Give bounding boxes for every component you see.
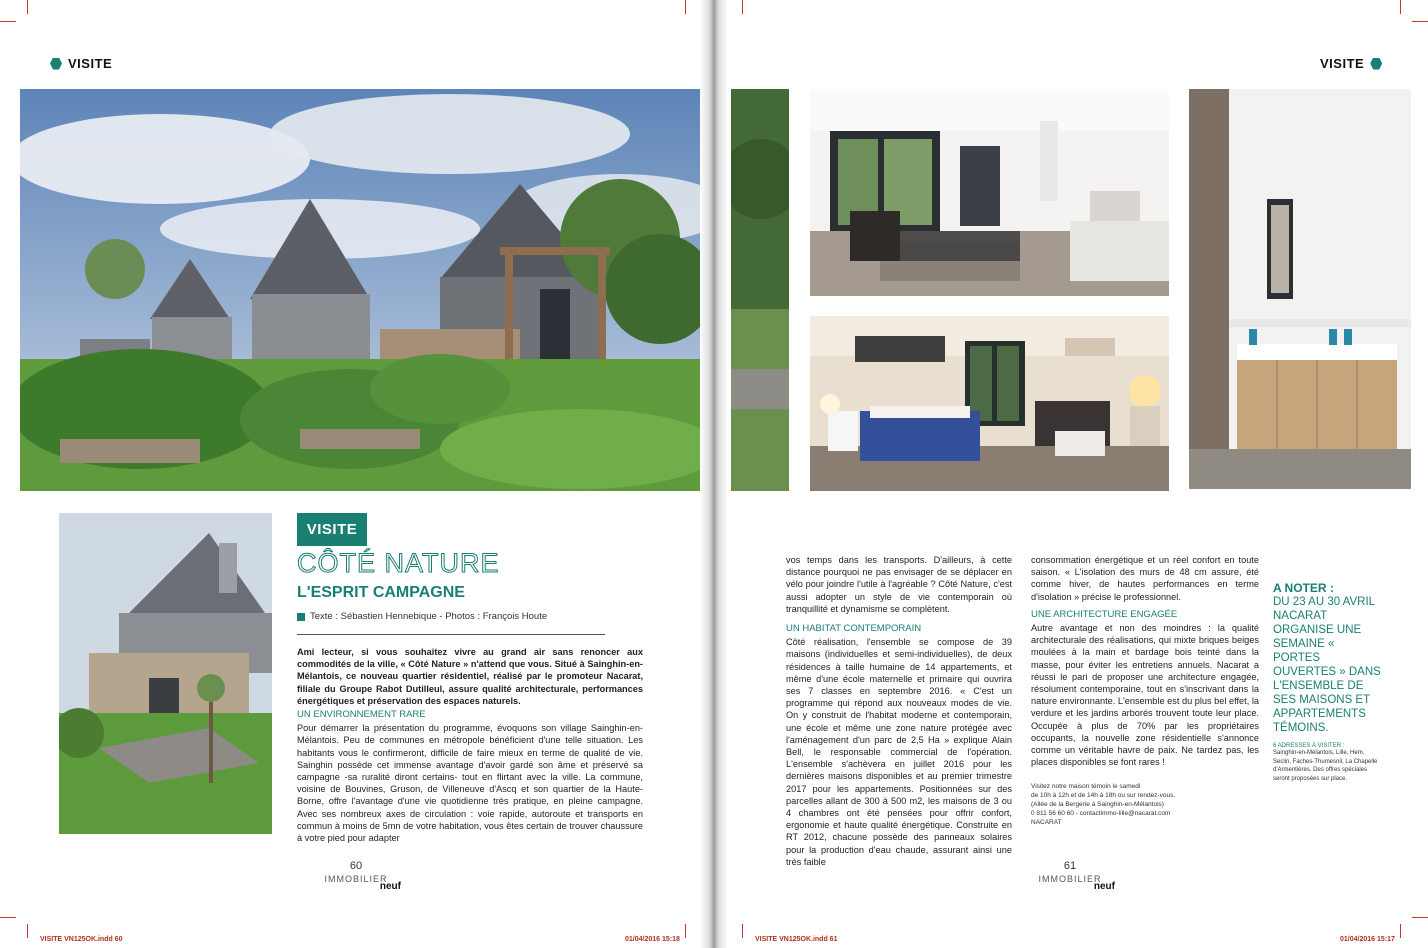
folio-left [311, 860, 401, 892]
brand-name: IMMOBILIER [1038, 874, 1102, 884]
hexagon-icon [1370, 58, 1382, 70]
crop-mark [685, 924, 686, 938]
photo-bathroom [1189, 89, 1411, 489]
column-right-2 [1031, 554, 1259, 827]
brand-suffix: neuf [1093, 881, 1115, 892]
section-label: VISITE [1320, 56, 1365, 71]
info-line: 0 811 56 60 60 - contactimmo-lille@nacarat.com [1031, 810, 1171, 818]
crop-mark [742, 924, 743, 938]
brand-name: IMMOBILIER [324, 874, 388, 884]
info-line: de 10h à 12h et de 14h à 18h ou sur rendez-vous. [1031, 792, 1176, 800]
square-bullet-icon [297, 613, 305, 621]
crop-mark [1400, 924, 1401, 938]
crop-mark [1400, 0, 1401, 14]
slug-date-left: 01/04/2016 15:18 [625, 936, 680, 943]
article-subtitle: L'ESPRIT CAMPAGNE [297, 584, 465, 601]
body-paragraph: consommation énergétique et un réel confort en toute saison. « L'isolation des murs de 48 cm assure, été comme hiver, de hautes performances en terme d'isolation » précise le professionnel. [1031, 555, 1259, 602]
page-number: 60 [349, 860, 363, 872]
credits-text: Texte : Sébastien Hennebique - Photos : François Houte [310, 611, 548, 622]
slug-file-right: VISITE VN125OK.indd 61 [755, 936, 838, 943]
crop-mark [1412, 21, 1428, 22]
section-label: VISITE [68, 56, 113, 71]
info-line: Visitez notre maison témoin le samedi [1031, 783, 1141, 791]
info-line: NACARAT [1031, 819, 1062, 827]
hero-photo-houses-garden [20, 89, 700, 491]
info-line: (Allée de la Bergerie à Sainghin-en-Mélantois) [1031, 801, 1164, 809]
slug-date-right: 01/04/2016 15:17 [1340, 936, 1395, 943]
divider [297, 634, 605, 635]
brand-suffix: neuf [379, 881, 401, 892]
column-left [297, 646, 643, 846]
folio-right [1025, 860, 1115, 892]
note-body: DU 23 AU 30 AVRIL NACARAT ORGANISE UNE SEMAINE « PORTES OUVERTES » DANS L'ENSEMBLE DE SES MAISONS ET APPARTEMENTS TÉMOINS. [1273, 596, 1381, 734]
subheading: UNE ARCHITECTURE ENGAGÉE [1031, 608, 1178, 620]
book-spine [700, 0, 728, 948]
photo-house-exterior [59, 513, 272, 834]
body-paragraph: Autre avantage et non des moindres : la qualité architecturale des réalisations, qui mixte briques beiges moulées à la main et bardage bois teinté dans la masse, pour éviter les entretiens annuels. Nacarat a réussi le pari de proposer une architecture engagée, résolument contemporaine, tout en s'inscrivant dans la nature environnante. L'ensemble est du plus bel effet, la verdure et les jardins arborés trouvent toute leur place. Occupée à plus de 70% par les propriétaires occupants, la nouvelle zone résidentielle s'annonce comme un véritable havre de paix. Ne tardez pas, les places disponibles se font rares ! [1031, 623, 1259, 768]
photo-bedroom [810, 316, 1169, 491]
crop-mark [742, 0, 743, 14]
photo-living-room [810, 91, 1169, 296]
intro-paragraph: Ami lecteur, si vous souhaitez vivre au grand air sans renoncer aux commodités de la ville, « Côté Nature » n'attend que vous. Situé à Sainghin-en-Mélantois, ce nouveau quartier résidentiel, réalisé par le promoteur Nacarat, filiale du Groupe Rabot Dutilleul, assure qualité architecturale, performances énergétiques et préservation des espaces naturels. [297, 647, 643, 706]
addresses-body: Sainghin-en-Mélantois, Lille, Hem, Seclin, Faches-Thumesnil, La Chapelle d'Armentières. Des offres spéciales seront proposées sur place. [1273, 750, 1378, 782]
note-title: A NOTER : [1273, 581, 1334, 595]
crop-mark [0, 21, 16, 22]
credits-line [297, 611, 547, 622]
hexagon-icon [50, 58, 62, 70]
crop-mark [27, 924, 28, 938]
subheading: UN ENVIRONNEMENT RARE [297, 709, 426, 721]
note-sidebar [1273, 581, 1381, 783]
column-right-1 [786, 554, 1012, 870]
article-title: CÔTÉ NATURE [297, 548, 500, 578]
subheading: UN HABITAT CONTEMPORAIN [786, 623, 922, 635]
body-paragraph: Côté réalisation, l'ensemble se compose de 39 maisons (individuelles et semi-individuelles), de deux résidences à taille humaine de 14 appartements, et même d'une école maternelle et primaire qui ouvrira ses 7 classes en septembre 2016. « C'est un programme qui répond aux nouveaux modes de vie. On y construit de l'habitat moderne et contemporain, une école et même une zone nature protégée avec l'aménagement d'un parc de 2,5 Ha » explique Alain Bell, le responsable commercial de l'opération. L'ensemble s'achèvera en juillet 2016 pour les dernières maisons disponibles et au premier trimestre 2017 pour les appartements. Positionnées sur des parcelles allant de 300 à 500 m2, les maisons de 3 ou 4 chambres ont été pensées pour offrir confort, ergonomie et haute qualité énergétique. Construite en RT 2012, chacune possède des panneaux solaires pour la production d'eau chaude, assurant ainsi une très faible [786, 637, 1012, 867]
hero-photo-slice [731, 89, 789, 491]
section-header-right [1320, 56, 1382, 71]
article-badge: VISITE [297, 513, 367, 546]
crop-mark [27, 0, 28, 14]
body-paragraph: vos temps dans les transports. D'ailleurs, à cette distance pourquoi ne pas envisager de se déplacer en vélo pour joindre l'utile à l'agréable ? Côté Nature, c'est aussi adopter un style de vie contemporain où tranquillité et dynamisme se complètent. [786, 555, 1012, 614]
info-box [1031, 782, 1259, 827]
section-header-left [50, 56, 112, 71]
addresses-title: 6 ADRESSES À VISITER : [1273, 743, 1345, 749]
body-paragraph: Pour démarrer la présentation du programme, évoquons son village Sainghin-en-Mélantois. Peu de communes en métropole bénéficient d'une telle situation. Les habitants vous le confirmeront, difficile de faire mieux en terme de qualité de vie. Sainghin possède cet immense avantage d'avoir gardé son âme et préservé sa campagne -sa ruralité diront certains- tout en flirtant avec la ville. La commune, voisine de Bouvines, Gruson, de Villeneuve d'Ascq et son quartier de la Haute-Borne, offre l'avantage d'une vie quotidienne très pratique, en pleine campagne. Avec ses nombreux axes de circulation : voie rapide, autoroute et transports en commun à moins de 5mn de votre habitation, vous êtes certain de trouver chaussure à votre pied pour adapter [297, 723, 643, 844]
crop-mark [0, 917, 16, 918]
slug-file-left: VISITE VN125OK.indd 60 [40, 936, 123, 943]
page-number: 61 [1063, 860, 1077, 872]
crop-mark [1412, 917, 1428, 918]
crop-mark [685, 0, 686, 14]
